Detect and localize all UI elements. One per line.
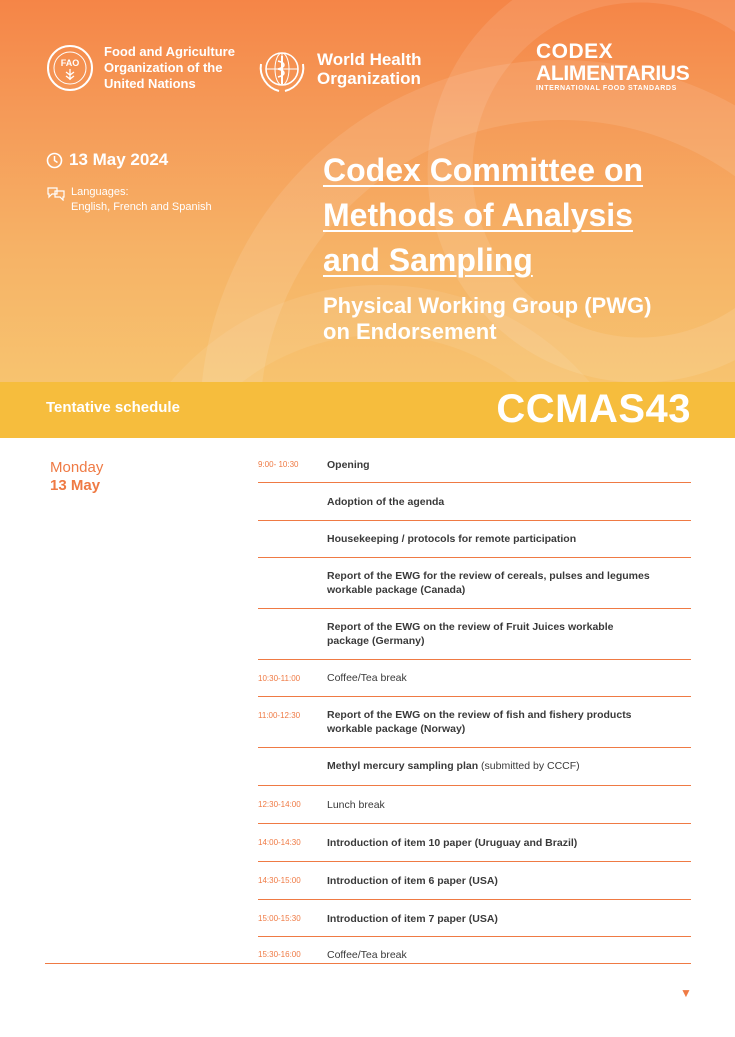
- time-slot: 14:00-14:30: [258, 838, 301, 847]
- title-line-2: Methods of Analysis: [323, 197, 633, 233]
- who-name-line1: World Health: [317, 50, 422, 69]
- schedule-row: [258, 824, 691, 862]
- agenda-item: Coffee/Tea break: [327, 672, 407, 684]
- agenda-item: Introduction of item 7 paper (USA): [327, 913, 498, 925]
- day-heading: [50, 459, 103, 495]
- agenda-item-line2: workable package (Norway): [327, 723, 466, 735]
- day-name: Monday: [50, 459, 104, 476]
- agenda-item-title: Methyl mercury sampling plan: [327, 760, 479, 772]
- time-slot: 9:00- 10:30: [258, 460, 299, 469]
- subtitle-line-2: on Endorsement: [323, 319, 497, 344]
- agenda-item: Adoption of the agenda: [327, 496, 445, 508]
- band-label: Tentative schedule: [46, 399, 180, 416]
- agenda-item: [327, 748, 691, 773]
- who-name-line2: Organization: [317, 69, 421, 88]
- agenda-item-line1: Report of the EWG for the review of cereals, pulses and legumes: [327, 570, 650, 582]
- time-slot: 14:30-15:00: [258, 876, 301, 885]
- schedule-row: [258, 748, 691, 786]
- divider: [45, 963, 691, 964]
- agenda-item: Introduction of item 10 paper (Uruguay and Brazil): [327, 837, 578, 849]
- schedule-row: [258, 483, 691, 521]
- agenda-item-line2: workable package (Canada): [327, 584, 466, 596]
- agenda-item-line1: Report of the EWG on the review of Fruit Juices workable: [327, 621, 614, 633]
- codex-logo: [536, 41, 690, 92]
- clock-icon: [46, 152, 63, 169]
- time-slot: 10:30-11:00: [258, 674, 301, 683]
- codex-name-line1: CODEX: [536, 40, 614, 63]
- date-text: 13 May 2024: [69, 150, 169, 169]
- schedule-row: [258, 786, 691, 824]
- speech-bubble-icon: [46, 185, 66, 201]
- subtitle-line-1: Physical Working Group (PWG): [323, 293, 652, 318]
- schedule-row: [258, 609, 691, 660]
- title-line-3: and Sampling: [323, 242, 533, 278]
- continue-arrow-icon: ▼: [680, 986, 692, 1000]
- agenda-item: Lunch break: [327, 799, 385, 811]
- agenda-item: [327, 609, 691, 648]
- schedule-row: [258, 660, 691, 697]
- time-slot: 12:30-14:00: [258, 800, 301, 809]
- fao-name-line1: Food and Agriculture: [104, 44, 235, 59]
- languages-value: English, French and Spanish: [71, 201, 212, 213]
- schedule-table: [258, 446, 691, 973]
- document-title: [323, 148, 713, 345]
- agenda-item-line1: Report of the EWG on the review of fish and fishery products: [327, 709, 632, 721]
- fao-name-line3: United Nations: [104, 76, 196, 91]
- time-slot: 15:30-16:00: [258, 950, 301, 959]
- meeting-date: [46, 150, 168, 170]
- who-emblem-icon: [255, 42, 309, 96]
- schedule-row: [258, 446, 691, 483]
- session-code: CCMAS43: [496, 387, 691, 431]
- agenda-item-line2: package (Germany): [327, 635, 425, 647]
- agenda-item: [327, 697, 691, 736]
- time-slot: 11:00-12:30: [258, 711, 301, 720]
- agenda-item-note: (submitted by CCCF): [478, 760, 580, 772]
- fao-emblem-icon: [46, 44, 94, 92]
- time-slot: 15:00-15:30: [258, 914, 301, 923]
- codex-tagline: INTERNATIONAL FOOD STANDARDS: [536, 85, 677, 92]
- agenda-item: Housekeeping / protocols for remote participation: [327, 533, 577, 545]
- fao-logo: [46, 44, 235, 92]
- agenda-item: [327, 558, 691, 597]
- schedule-row: [258, 900, 691, 937]
- codex-name-line2: ALIMENTARIUS: [536, 62, 690, 85]
- schedule-row: [258, 558, 691, 609]
- agenda-item: Opening: [327, 459, 370, 471]
- schedule-row: [258, 521, 691, 558]
- schedule-row: [258, 862, 691, 900]
- schedule-row: [258, 697, 691, 748]
- day-date: 13 May: [50, 477, 101, 494]
- svg-text:FAO: FAO: [60, 58, 80, 68]
- who-logo: [255, 42, 422, 96]
- fao-name-line2: Organization of the: [104, 60, 223, 75]
- agenda-item: Introduction of item 6 paper (USA): [327, 875, 498, 887]
- languages: [46, 185, 212, 215]
- schedule-row: [258, 937, 691, 973]
- languages-label: Languages:: [71, 186, 129, 198]
- agenda-item: Coffee/Tea break: [327, 949, 407, 961]
- title-line-1: Codex Committee on: [323, 152, 644, 188]
